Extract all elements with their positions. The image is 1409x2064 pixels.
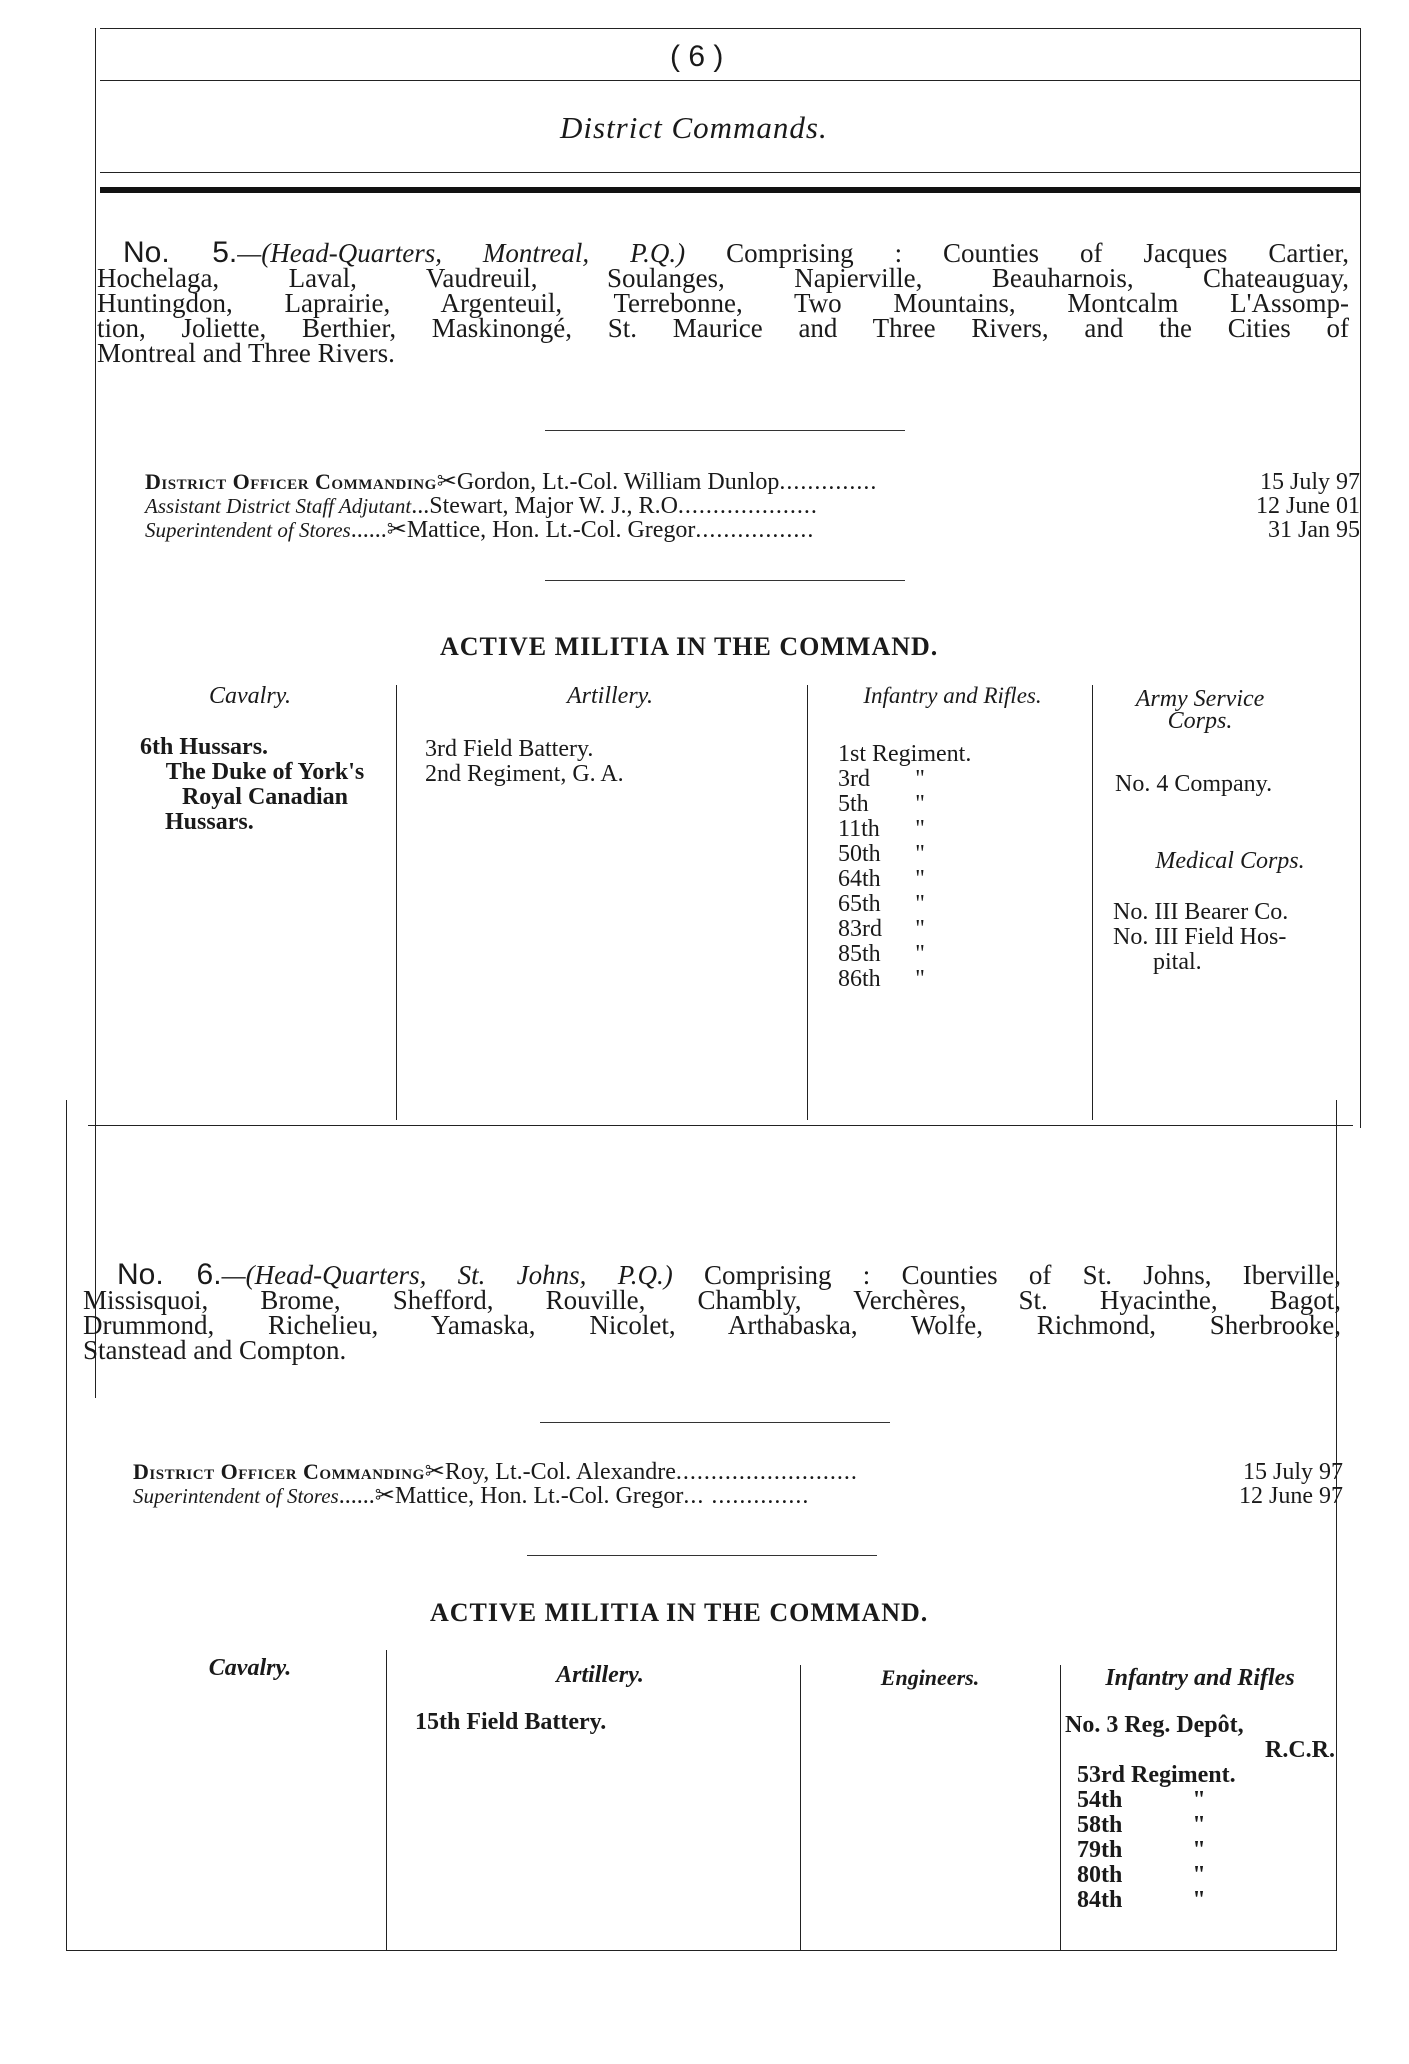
district5-line-1: Hochelaga, Laval, Vaudreuil, Soulanges, Napierville, Beauharnois, Chateauguay, [97,263,1349,293]
officer-date: 12 June 97 [1239,1483,1343,1509]
district6-line-2: Drummond, Richelieu, Yamaska, Nicolet, Arthabaska, Wolfe, Richmond, Sherbrooke, [83,1310,1341,1340]
district5-officer-row [145,494,1360,518]
district5-line-4: Montreal and Three Rivers. [97,338,395,368]
header-rule-2 [100,172,1360,173]
district5-divider-1 [545,430,905,431]
district5-line-3: tion, Joliette, Berthier, Maskinongé, St. Maurice and Three Rivers, and the Cities of [97,313,1349,343]
ditto-mark: " [915,766,925,792]
officer-dots: ................. [695,517,815,543]
regiment-number: 3rd [838,766,870,792]
frame-right-rule-lower [1336,1100,1337,1950]
district5-officer-row [145,518,1360,542]
officer-role: Superintendent of Stores [145,518,351,542]
officer-role: District Officer Commanding [133,1459,425,1484]
district5-artillery-list [425,737,624,787]
ditto-mark: " [915,966,925,992]
ditto-mark: " [915,816,925,842]
district6-cavalry-head: Cavalry. [208,1655,292,1681]
list-item [838,767,971,792]
district6-col-divider-2 [800,1665,801,1950]
list-item: The Duke of York's [165,759,365,785]
list-item [1065,1888,1335,1913]
ditto-mark: " [1192,1837,1206,1863]
ditto-mark: " [915,791,925,817]
district6-officer-row [133,1460,1343,1484]
district5-col-divider-3 [1092,685,1093,1120]
list-item: R.C.R. [1265,1737,1335,1763]
officer-dots: .......................... [675,1459,858,1485]
list-item: 1st Regiment. [838,741,972,767]
officer-date: 31 Jan 95 [1268,517,1360,543]
regiment-number: 58th [1077,1812,1123,1838]
district6-infantry-list [1065,1713,1335,1913]
ditto-mark: " [915,866,925,892]
list-item: pital. [1153,949,1202,975]
regiment-number: 80th [1077,1862,1123,1888]
list-item [1065,1838,1335,1863]
district5-bottom-rule [88,1125,1353,1126]
officer-name: ✂Gordon, Lt.-Col. William Dunlop [436,469,780,495]
regiment-number: 83rd [838,916,882,942]
list-item: Hussars. [165,809,254,835]
list-item [838,842,971,867]
list-item: 3rd Field Battery. [425,736,594,762]
ditto-mark: " [1192,1862,1206,1888]
regiment-number: 64th [838,866,881,892]
officer-date: 15 July 97 [1242,1459,1343,1485]
list-item [838,867,971,892]
district6-hq: —(Head-Quarters, St. Johns, P.Q.) [221,1260,673,1290]
district5-cavalry-list [140,735,390,835]
district5-number: No. 5. [123,236,238,269]
district5-militia-heading: ACTIVE MILITIA IN THE COMMAND. [440,632,939,661]
list-item: 6th Hussars. [140,734,269,760]
regiment-number: 86th [838,966,881,992]
district6-col-divider-3 [1060,1665,1061,1950]
district6-infantry-head: Infantry and Rifles [1105,1665,1295,1691]
district5-cavalry-head: Cavalry. [209,683,291,709]
district6-artillery-list [415,1710,606,1735]
district5-col-divider-1 [396,685,397,1120]
list-item [838,942,971,967]
officer-role: Superintendent of Stores [133,1484,339,1508]
list-item [1065,1788,1335,1813]
header-rule-thick [100,187,1360,193]
district6-line-3: Stanstead and Compton. [83,1335,347,1365]
regiment-number: 50th [838,841,881,867]
regiment-number: 85th [838,941,881,967]
district5-artillery-head: Artillery. [567,683,653,709]
officer-role: District Officer Commanding [145,469,437,494]
list-item: 53rd Regiment. [1077,1762,1236,1788]
district5-paragraph [97,236,1350,368]
district5-medical-list [1113,900,1288,975]
list-item: No. III Field Hos- [1113,924,1287,950]
list-item: No. III Bearer Co. [1113,899,1289,925]
district6-artillery-head: Artillery. [556,1662,644,1688]
list-item: 2nd Regiment, G. A. [425,761,624,787]
district6-officer-row [133,1484,1343,1508]
header-rule-1 [100,80,1360,81]
officer-dots: .............. [779,469,878,495]
regiment-number: 79th [1077,1837,1123,1863]
ditto-mark: " [915,916,925,942]
page-bottom-rule [66,1950,1337,1951]
district5-line-0: Comprising : Counties of Jacques Cartier, [726,238,1350,268]
ditto-mark: " [1192,1887,1206,1913]
district5-divider-2 [545,580,905,581]
district5-medical-head: Medical Corps. [1155,848,1305,874]
list-item: 15th Field Battery. [415,1709,607,1735]
district5-line-2: Huntingdon, Laprairie, Argenteuil, Terrebonne, Two Mountains, Montcalm L'Assomp- [97,288,1349,318]
regiment-number: 54th [1077,1787,1123,1813]
district5-hq: —(Head-Quarters, Montreal, P.Q.) [237,238,686,268]
page-number: ( 6 ) [670,40,724,73]
district6-line-0: Comprising : Counties of St. Johns, Iberville, [704,1260,1341,1290]
district6-col-divider-1 [386,1650,387,1950]
frame-right-rule [1360,28,1361,1128]
list-item [838,817,971,842]
list-item [838,917,971,942]
district6-engineers-head: Engineers. [880,1665,980,1690]
regiment-number: 84th [1077,1887,1123,1913]
district5-asc-list [1115,772,1272,797]
officer-date: 12 June 01 [1256,493,1360,519]
ditto-mark: " [1192,1787,1206,1813]
officer-date: 15 July 97 [1259,469,1360,495]
list-item [1065,1813,1335,1838]
district5-officer-row [145,470,1360,494]
ditto-mark: " [915,941,925,967]
list-item: No. 3 Reg. Depôt, [1065,1712,1244,1738]
ditto-mark: " [915,841,925,867]
officer-name: ......✂Mattice, Hon. Lt.-Col. Gregor [338,1483,684,1509]
regiment-number: 5th [838,791,869,817]
list-item: No. 4 Company. [1115,771,1273,797]
district5-col-divider-2 [807,685,808,1120]
district6-number: No. 6. [117,1258,222,1291]
ditto-mark: " [1192,1812,1206,1838]
list-item [1065,1863,1335,1888]
frame-left-rule [95,28,96,1398]
ditto-mark: " [915,891,925,917]
district5-asc-head: Army Service Corps. [1135,686,1265,734]
district6-divider-1 [540,1422,890,1423]
district6-divider-2 [527,1555,877,1556]
list-item [838,792,971,817]
officer-dots: ... .............. [683,1483,810,1509]
regiment-number: 65th [838,891,881,917]
list-item: Royal Canadian [181,784,349,810]
frame-top-rule [100,28,1360,29]
officer-name: ......✂Mattice, Hon. Lt.-Col. Gregor [350,517,696,543]
officer-name: ✂Roy, Lt.-Col. Alexandre [424,1459,676,1485]
regiment-number: 11th [838,816,880,842]
officer-dots: .................... [677,493,818,519]
district5-infantry-head: Infantry and Rifles. [863,683,1042,708]
district6-line-1: Missisquoi, Brome, Shefford, Rouville, Chambly, Verchères, St. Hyacinthe, Bagot, [83,1285,1341,1315]
page-title: District Commands. [560,110,828,145]
district6-paragraph [83,1258,1341,1365]
district6-militia-heading: ACTIVE MILITIA IN THE COMMAND. [430,1598,929,1627]
officer-role: Assistant District Staff Adjutant [145,494,412,518]
list-item [838,892,971,917]
list-item [838,967,971,992]
district5-infantry-list [838,742,971,992]
officer-name: ...Stewart, Major W. J., R.O [411,493,678,519]
frame-left-rule-lower [66,1100,67,1950]
